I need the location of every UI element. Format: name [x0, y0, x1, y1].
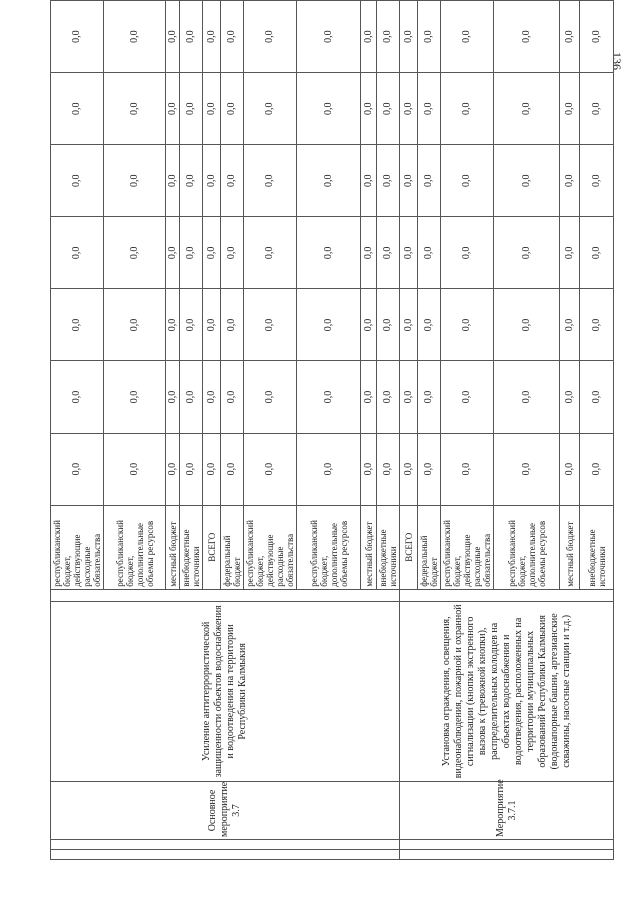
- value-cell: 0,0: [166, 361, 180, 433]
- value-cell: 0,0: [400, 217, 418, 289]
- event-37-title: Усиление антитеррористической защищенности объектов водоснабжения и водоотведения на территории Республики Калмыкия: [51, 601, 400, 781]
- value-cell: 0,0: [560, 73, 580, 145]
- value-cell: 0,0: [297, 289, 361, 361]
- value-cell: 0,0: [244, 217, 297, 289]
- value-cell: 0,0: [441, 433, 494, 505]
- value-cell: 0,0: [400, 361, 418, 433]
- value-cell: 0,0: [418, 289, 441, 361]
- value-cell: 0,0: [361, 73, 377, 145]
- funding-source: республиканский бюджет, действующие расходные обязательства: [441, 505, 494, 589]
- value-cell: 0,0: [51, 217, 104, 289]
- value-cell: 0,0: [180, 433, 203, 505]
- value-cell: 0,0: [377, 289, 400, 361]
- budget-table: [50, 0, 614, 860]
- value-cell: 0,0: [441, 145, 494, 217]
- value-cell: 0,0: [244, 73, 297, 145]
- value-cell: 0,0: [494, 73, 560, 145]
- value-cell: 0,0: [297, 361, 361, 433]
- funding-source: внебюджетные источники: [580, 505, 614, 589]
- value-cell: 0,0: [377, 361, 400, 433]
- funding-source: местный бюджет: [361, 505, 377, 589]
- value-cell: 0,0: [51, 433, 104, 505]
- value-cell: 0,0: [494, 217, 560, 289]
- value-cell: 0,0: [203, 73, 221, 145]
- event-371-title: Установка ограждения, освещения, видеонаблюдения, пожарной и охранной сигнализации (кнопки экстренного вызова к (тревожной кнопки), распределительных колодцев на объектах водоснабжения и водоотведения, расположенных на территории муниципальных образований Республики Калмыкия (водонапорные башни, артезианские скважины, насосные станции и т.д.): [400, 601, 614, 781]
- value-cell: 0,0: [51, 1, 104, 73]
- value-cell: 0,0: [297, 145, 361, 217]
- value-cell: 0,0: [203, 289, 221, 361]
- value-cell: 0,0: [580, 217, 614, 289]
- value-cell: 0,0: [104, 217, 166, 289]
- funding-source: республиканский бюджет, дополнительные объемы ресурсов: [104, 505, 166, 589]
- value-cell: 0,0: [580, 73, 614, 145]
- value-cell: 0,0: [377, 145, 400, 217]
- funding-source: местный бюджет: [560, 505, 580, 589]
- value-cell: 0,0: [418, 1, 441, 73]
- value-cell: 0,0: [203, 433, 221, 505]
- value-cell: 0,0: [104, 1, 166, 73]
- funding-source: республиканский бюджет, действующие расходные обязательства: [51, 505, 104, 589]
- value-cell: 0,0: [203, 1, 221, 73]
- event-37-code: Основное мероприятие 3.7: [51, 781, 400, 839]
- value-cell: 0,0: [166, 217, 180, 289]
- value-cell: 0,0: [51, 73, 104, 145]
- value-cell: 0,0: [244, 145, 297, 217]
- value-cell: 0,0: [494, 1, 560, 73]
- value-cell: 0,0: [400, 1, 418, 73]
- blank-cell: [400, 850, 614, 860]
- value-cell: 0,0: [166, 433, 180, 505]
- event-371-code: Мероприятие 3.7.1: [400, 781, 614, 839]
- value-cell: 0,0: [51, 289, 104, 361]
- page-number: 136: [610, 52, 624, 70]
- value-cell: 0,0: [104, 73, 166, 145]
- value-cell: 0,0: [221, 433, 244, 505]
- event-371-row: [400, 1, 418, 860]
- value-cell: 0,0: [297, 217, 361, 289]
- value-cell: 0,0: [560, 361, 580, 433]
- value-cell: 0,0: [400, 145, 418, 217]
- value-cell: 0,0: [377, 73, 400, 145]
- funding-source: федеральный бюджет: [418, 505, 441, 589]
- value-cell: 0,0: [441, 1, 494, 73]
- value-cell: 0,0: [166, 73, 180, 145]
- value-cell: 0,0: [580, 1, 614, 73]
- value-cell: 0,0: [418, 73, 441, 145]
- value-cell: 0,0: [221, 145, 244, 217]
- value-cell: 0,0: [441, 289, 494, 361]
- value-cell: 0,0: [400, 73, 418, 145]
- value-cell: 0,0: [221, 1, 244, 73]
- value-cell: 0,0: [580, 433, 614, 505]
- value-cell: 0,0: [180, 361, 203, 433]
- value-cell: 0,0: [580, 289, 614, 361]
- value-cell: 0,0: [221, 361, 244, 433]
- value-cell: 0,0: [361, 145, 377, 217]
- value-cell: 0,0: [180, 1, 203, 73]
- value-cell: 0,0: [203, 217, 221, 289]
- value-cell: 0,0: [51, 145, 104, 217]
- blank-cell: [51, 840, 400, 850]
- value-cell: 0,0: [297, 1, 361, 73]
- blank-cell: [400, 840, 614, 850]
- value-cell: 0,0: [244, 433, 297, 505]
- value-cell: 0,0: [580, 361, 614, 433]
- value-cell: 0,0: [441, 217, 494, 289]
- value-cell: 0,0: [180, 145, 203, 217]
- value-cell: 0,0: [221, 217, 244, 289]
- value-cell: 0,0: [418, 433, 441, 505]
- value-cell: 0,0: [361, 433, 377, 505]
- value-cell: 0,0: [244, 361, 297, 433]
- value-cell: 0,0: [560, 433, 580, 505]
- value-cell: 0,0: [494, 361, 560, 433]
- value-cell: 0,0: [166, 289, 180, 361]
- value-cell: 0,0: [560, 1, 580, 73]
- value-cell: 0,0: [418, 361, 441, 433]
- budget-table-rotated: [50, 0, 605, 860]
- value-cell: 0,0: [494, 289, 560, 361]
- value-cell: 0,0: [166, 145, 180, 217]
- funding-source: республиканский бюджет, дополнительные объемы ресурсов: [494, 505, 560, 589]
- funding-source: внебюджетные источники: [377, 505, 400, 589]
- value-cell: 0,0: [203, 145, 221, 217]
- value-cell: 0,0: [297, 433, 361, 505]
- blank-cell: [51, 850, 400, 860]
- value-cell: 0,0: [361, 289, 377, 361]
- blank-cell: [400, 589, 614, 601]
- funding-source: ВСЕГО: [400, 505, 418, 589]
- value-cell: 0,0: [221, 289, 244, 361]
- value-cell: 0,0: [580, 145, 614, 217]
- event-37-row: [51, 1, 104, 860]
- value-cell: 0,0: [244, 1, 297, 73]
- value-cell: 0,0: [441, 361, 494, 433]
- value-cell: 0,0: [400, 433, 418, 505]
- value-cell: 0,0: [203, 361, 221, 433]
- value-cell: 0,0: [180, 73, 203, 145]
- value-cell: 0,0: [361, 217, 377, 289]
- blank-cell: [51, 589, 400, 601]
- value-cell: 0,0: [180, 289, 203, 361]
- value-cell: 0,0: [104, 289, 166, 361]
- value-cell: 0,0: [441, 73, 494, 145]
- value-cell: 0,0: [104, 361, 166, 433]
- value-cell: 0,0: [51, 361, 104, 433]
- funding-source: федеральный бюджет: [221, 505, 244, 589]
- value-cell: 0,0: [560, 145, 580, 217]
- value-cell: 0,0: [400, 289, 418, 361]
- value-cell: 0,0: [104, 145, 166, 217]
- value-cell: 0,0: [377, 1, 400, 73]
- funding-source: местный бюджет: [166, 505, 180, 589]
- value-cell: 0,0: [560, 289, 580, 361]
- value-cell: 0,0: [244, 289, 297, 361]
- value-cell: 0,0: [297, 73, 361, 145]
- value-cell: 0,0: [377, 433, 400, 505]
- value-cell: 0,0: [180, 217, 203, 289]
- funding-source: внебюджетные источники: [180, 505, 203, 589]
- funding-source: республиканский бюджет, дополнительные объемы ресурсов: [297, 505, 361, 589]
- value-cell: 0,0: [494, 433, 560, 505]
- value-cell: 0,0: [221, 73, 244, 145]
- value-cell: 0,0: [377, 217, 400, 289]
- value-cell: 0,0: [166, 1, 180, 73]
- value-cell: 0,0: [560, 217, 580, 289]
- value-cell: 0,0: [361, 1, 377, 73]
- value-cell: 0,0: [494, 145, 560, 217]
- value-cell: 0,0: [418, 145, 441, 217]
- value-cell: 0,0: [361, 361, 377, 433]
- funding-source: ВСЕГО: [203, 505, 221, 589]
- funding-source: республиканский бюджет, действующие расходные обязательства: [244, 505, 297, 589]
- value-cell: 0,0: [104, 433, 166, 505]
- value-cell: 0,0: [418, 217, 441, 289]
